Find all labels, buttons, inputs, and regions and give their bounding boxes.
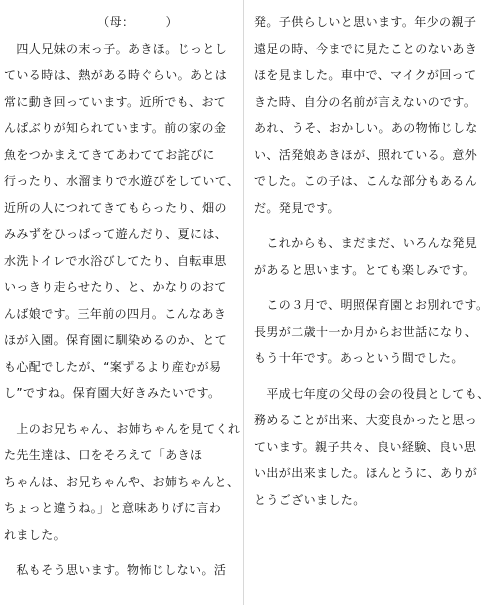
text-line: 遠足の時、今までに見たことのないあき <box>254 41 478 56</box>
paragraph-gap <box>254 283 498 292</box>
text-line: ちゃんは、お兄ちゃんや、お姉ちゃんと、 <box>4 474 240 489</box>
text-line: だ。発見です。 <box>254 200 340 215</box>
text-line: 私もそう思います。物怖じしない。活 <box>4 563 227 577</box>
text-line: ほを見ました。車中で、マイクが回って <box>254 68 477 82</box>
author-line: （母： ） <box>4 15 179 29</box>
text-line: 発。子供らしいと思います。年少の親子 <box>254 15 477 29</box>
column-divider <box>243 0 244 605</box>
left-column <box>4 9 241 584</box>
text-line: これからも、まだまだ、いろんな発見 <box>254 236 478 250</box>
paragraph-gap <box>254 372 498 381</box>
text-line: でした。この子は、こんな部分もあるん <box>254 174 478 188</box>
text-line: 常に動き回っています。近所でも、おて <box>4 94 227 109</box>
text-line: ちょっと違うね。」と意味ありげに言わ <box>4 501 222 515</box>
text-line: 長男が二歳十一か月からお世話になり、 <box>254 324 478 339</box>
text-line: ほが入園。保育園に馴染めるのか、とて <box>4 333 228 347</box>
text-line: も心配でしたが、“案ずるより産むが易 <box>4 359 222 374</box>
text-line: た先生達は、口をそろえて「あきほ <box>4 448 203 462</box>
text-line: があると思います。とても楽しみです。 <box>254 262 476 277</box>
text-line: し”ですね。保育園大好きみたいです。 <box>4 386 221 400</box>
text-line: 上のお兄ちゃん、お姉ちゃんを見てくれ <box>4 421 241 436</box>
text-line: んば娘です。三年前の四月。こんなあき <box>4 306 227 321</box>
paragraph-gap <box>4 407 236 416</box>
text-line: 四人兄妹の末っ子。あきほ。じっとし <box>4 41 228 56</box>
text-line: 務めることが出来、大変良かったと思っ <box>254 413 478 427</box>
text-line: 近所の人につれてきてもらったり、畑の <box>4 200 227 215</box>
text-line: この３月で、明照保育園とお別れです。 <box>254 298 489 312</box>
text-line: 平成七年度の父母の会の役員としても、 <box>254 386 490 401</box>
text-line: あれ、うそ、おかしい。あの物怖じしな <box>254 121 478 135</box>
text-line: れました。 <box>4 527 67 542</box>
paragraph-gap <box>4 548 236 557</box>
text-line: もう十年です。あっという間でした。 <box>254 351 464 365</box>
text-line: 行ったり、水溜まりで水遊びをしていて、 <box>4 174 240 188</box>
right-column <box>254 9 498 513</box>
text-line: 水洗トイレで水浴びしてたり、自転車思 <box>4 253 227 268</box>
text-line: みみずをひっぱって遊んだり、夏には、 <box>4 227 228 241</box>
text-line: きた時、自分の名前が言えないのです。 <box>254 94 477 109</box>
text-line: 魚をつかまえてきてあわててお詫びに <box>4 147 215 162</box>
text-line: んぱぶりが知られています。前の家の金 <box>4 121 227 135</box>
paragraph-gap <box>254 221 498 230</box>
text-line: い、活発娘あきほが、照れている。意外 <box>254 147 478 162</box>
text-line: いっきり走らせたり、と、かなりのおて <box>4 280 227 294</box>
text-line: とうございました。 <box>254 492 366 507</box>
text-line: ています。親子共々、良い経験、良い思 <box>254 439 477 454</box>
text-line: ている時は、熱がある時ぐらい。あとは <box>4 68 228 82</box>
text-line: い出が出来ました。ほんとうに、ありが <box>254 466 478 480</box>
